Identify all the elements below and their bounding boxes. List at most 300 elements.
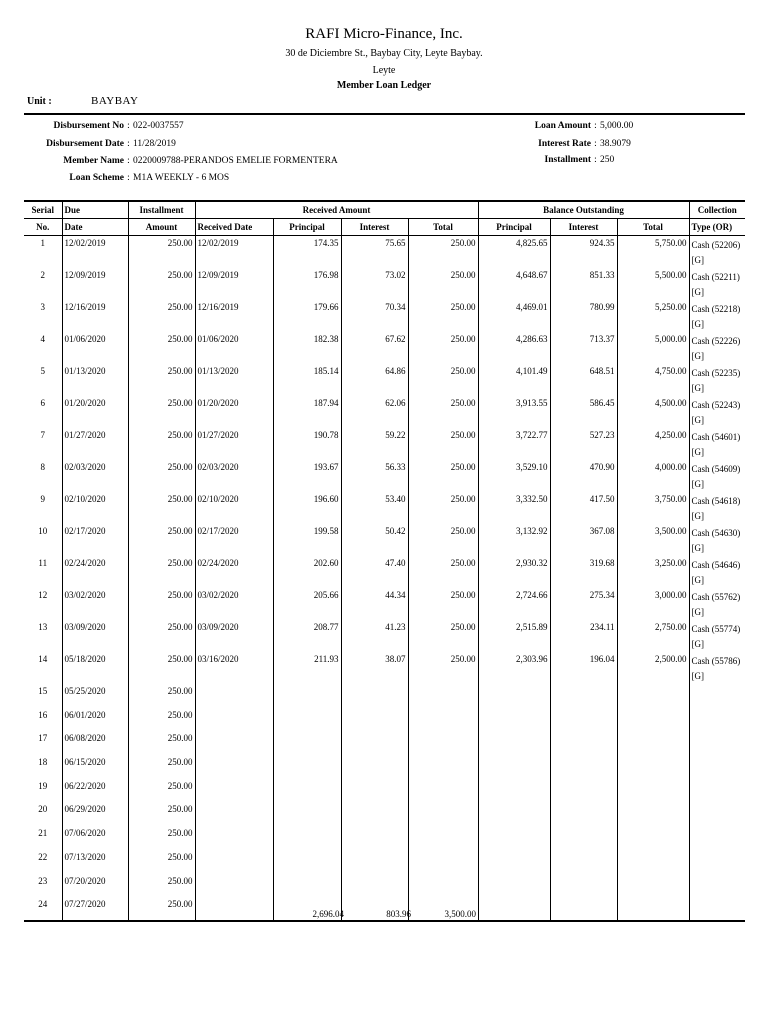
received-interest xyxy=(341,684,408,708)
serial-no: 20 xyxy=(38,804,48,815)
collection-type: Cash (52218)[G] xyxy=(689,300,745,332)
installment-amount: 250.00 xyxy=(128,524,195,556)
received-principal: 174.35 xyxy=(273,236,341,269)
balance-principal: 4,469.01 xyxy=(478,300,550,332)
balance-total xyxy=(617,850,689,874)
received-interest xyxy=(341,802,408,826)
received-principal: 199.58 xyxy=(273,524,341,556)
interest-rate-row: Interest Rate : 38.9079 xyxy=(501,139,631,149)
col-collection-header: Collection xyxy=(689,201,745,219)
received-date xyxy=(195,850,273,874)
serial-no: 17 xyxy=(38,733,48,744)
balance-total: 3,250.00 xyxy=(617,556,689,588)
collection-type xyxy=(689,708,745,732)
received-principal xyxy=(273,755,341,779)
received-date: 01/06/2020 xyxy=(195,332,273,364)
loan-scheme-row: Loan Scheme : M1A WEEKLY - 6 MOS xyxy=(4,173,229,183)
collection-type xyxy=(689,755,745,779)
table-row xyxy=(24,268,745,300)
balance-total xyxy=(617,826,689,850)
collection-type: Cash (52211)[G] xyxy=(689,268,745,300)
table-row xyxy=(24,588,745,620)
serial-no: 12 xyxy=(38,590,48,600)
received-date xyxy=(195,755,273,779)
balance-interest xyxy=(550,826,617,850)
received-interest xyxy=(341,874,408,898)
collection-type xyxy=(689,731,745,755)
received-date xyxy=(195,897,273,921)
collection-type: Cash (54630)[G] xyxy=(689,524,745,556)
installment-amount: 250.00 xyxy=(128,620,195,652)
received-total: 250.00 xyxy=(408,492,478,524)
serial-no: 11 xyxy=(38,558,48,568)
due-date: 07/06/2020 xyxy=(62,826,128,850)
col-due-subheader: Date xyxy=(62,219,128,236)
balance-principal xyxy=(478,826,550,850)
received-total: 250.00 xyxy=(408,428,478,460)
received-total: 250.00 xyxy=(408,620,478,652)
balance-total: 5,500.00 xyxy=(617,268,689,300)
table-row xyxy=(24,524,745,556)
table-row xyxy=(24,826,745,850)
col-received-total-header: Total xyxy=(408,219,478,236)
document-title: Member Loan Ledger xyxy=(336,80,432,91)
table-row xyxy=(24,684,745,708)
received-date: 02/24/2020 xyxy=(195,556,273,588)
balance-total: 4,750.00 xyxy=(617,364,689,396)
due-date: 07/20/2020 xyxy=(62,874,128,898)
installment-amount: 250.00 xyxy=(128,332,195,364)
received-total: 250.00 xyxy=(408,524,478,556)
table-row xyxy=(24,652,745,684)
balance-outstanding-group-header: Balance Outstanding xyxy=(478,201,689,219)
table-row xyxy=(24,620,745,652)
received-date: 12/09/2019 xyxy=(195,268,273,300)
collection-type xyxy=(689,684,745,708)
due-date: 06/29/2020 xyxy=(62,802,128,826)
installment-label: Installment xyxy=(544,155,591,165)
received-date: 02/10/2020 xyxy=(195,492,273,524)
disbursement-date-label: Disbursement Date xyxy=(46,139,124,149)
table-row xyxy=(24,755,745,779)
serial-no: 3 xyxy=(40,302,45,312)
serial-no: 24 xyxy=(24,897,62,921)
due-date: 07/13/2020 xyxy=(62,850,128,874)
collection-type xyxy=(689,874,745,898)
balance-principal: 3,529.10 xyxy=(478,460,550,492)
balance-interest: 586.45 xyxy=(550,396,617,428)
serial-no: 7 xyxy=(40,430,45,440)
balance-interest: 648.51 xyxy=(550,364,617,396)
balance-principal: 3,913.55 xyxy=(478,396,550,428)
collection-type: Cash (54609)[G] xyxy=(689,460,745,492)
col-received-date-header: Received Date xyxy=(195,219,273,236)
balance-total: 5,750.00 xyxy=(617,236,689,269)
balance-interest xyxy=(550,850,617,874)
received-total: 250.00 xyxy=(408,332,478,364)
received-total: 250.00 xyxy=(408,300,478,332)
due-date: 01/27/2020 xyxy=(62,428,128,460)
serial-no: 23 xyxy=(38,875,48,886)
received-date xyxy=(195,826,273,850)
balance-total xyxy=(617,755,689,779)
installment-amount: 250.00 xyxy=(128,588,195,620)
balance-principal xyxy=(478,755,550,779)
due-date: 06/08/2020 xyxy=(62,731,128,755)
due-date: 01/20/2020 xyxy=(62,396,128,428)
installment-amount: 250.00 xyxy=(128,364,195,396)
received-total xyxy=(408,850,478,874)
col-collection-subheader: Type (OR) xyxy=(689,219,745,236)
received-date xyxy=(195,874,273,898)
member-name-value: 0220009788-PERANDOS EMELIE FORMENTERA xyxy=(133,156,338,166)
balance-total: 4,000.00 xyxy=(617,460,689,492)
received-total xyxy=(408,755,478,779)
balance-interest xyxy=(550,802,617,826)
received-interest: 41.23 xyxy=(341,620,408,652)
collection-type xyxy=(689,802,745,826)
received-total xyxy=(408,708,478,732)
due-date: 12/16/2019 xyxy=(62,300,128,332)
received-date xyxy=(195,779,273,803)
installment-amount: 250.00 xyxy=(128,850,195,874)
balance-principal xyxy=(478,708,550,732)
installment-amount: 250.00 xyxy=(128,897,195,921)
due-date: 06/01/2020 xyxy=(62,708,128,732)
received-interest xyxy=(341,708,408,732)
balance-interest: 196.04 xyxy=(550,652,617,684)
due-date: 01/13/2020 xyxy=(62,364,128,396)
received-total xyxy=(408,874,478,898)
collection-type: Cash (52243)[G] xyxy=(689,396,745,428)
company-province: Leyte xyxy=(372,65,396,76)
received-total: 250.00 xyxy=(408,556,478,588)
serial-no: 10 xyxy=(38,526,48,536)
received-date xyxy=(195,802,273,826)
serial-no: 18 xyxy=(38,757,48,768)
member-name-row: Member Name : 0220009788-PERANDOS EMELIE FORMENTERA xyxy=(4,156,338,166)
received-date: 03/09/2020 xyxy=(195,620,273,652)
received-total: 250.00 xyxy=(408,396,478,428)
total-interest: 803.96 xyxy=(386,909,411,919)
balance-principal xyxy=(478,850,550,874)
received-principal xyxy=(273,779,341,803)
serial-no: 16 xyxy=(38,709,48,720)
installment-value: 250 xyxy=(600,155,615,165)
received-date: 01/20/2020 xyxy=(195,396,273,428)
installment-amount: 250.00 xyxy=(128,396,195,428)
due-date: 03/02/2020 xyxy=(62,588,128,620)
balance-principal: 3,332.50 xyxy=(478,492,550,524)
balance-interest xyxy=(550,874,617,898)
table-row xyxy=(24,460,745,492)
received-principal xyxy=(273,708,341,732)
disbursement-date-value: 11/28/2019 xyxy=(133,139,176,149)
disbursement-no-value: 022-0037557 xyxy=(133,121,184,131)
received-principal xyxy=(273,802,341,826)
loan-amount-label: Loan Amount xyxy=(534,121,591,131)
received-interest xyxy=(341,779,408,803)
installment-amount: 250.00 xyxy=(128,652,195,684)
balance-total: 5,000.00 xyxy=(617,332,689,364)
balance-total: 3,000.00 xyxy=(617,588,689,620)
received-total: 250.00 xyxy=(408,588,478,620)
received-principal: 208.77 xyxy=(273,620,341,652)
due-date: 12/02/2019 xyxy=(62,236,128,269)
installment-row: Installment : 250 xyxy=(501,155,614,165)
collection-type xyxy=(689,850,745,874)
table-row xyxy=(24,236,745,269)
installment-amount: 250.00 xyxy=(128,460,195,492)
loan-amount-row: Loan Amount : 5,000.00 xyxy=(501,121,633,131)
balance-principal xyxy=(478,802,550,826)
header-divider xyxy=(24,113,745,115)
balance-interest: 851.33 xyxy=(550,268,617,300)
balance-interest xyxy=(550,779,617,803)
balance-interest xyxy=(550,731,617,755)
installment-amount: 250.00 xyxy=(128,874,195,898)
received-date xyxy=(195,731,273,755)
loan-scheme-label: Loan Scheme xyxy=(69,173,124,183)
installment-amount: 250.00 xyxy=(128,492,195,524)
received-total: 250.00 xyxy=(408,236,478,269)
table-row xyxy=(24,802,745,826)
received-interest: 75.65 xyxy=(341,236,408,269)
received-total xyxy=(408,731,478,755)
serial-no: 22 xyxy=(38,851,48,862)
serial-no: 5 xyxy=(40,366,45,376)
due-date: 02/10/2020 xyxy=(62,492,128,524)
received-total xyxy=(408,779,478,803)
balance-total xyxy=(617,708,689,732)
serial-no: 2 xyxy=(40,270,45,280)
due-date: 07/27/2020 xyxy=(62,897,128,921)
serial-no: 13 xyxy=(38,622,48,632)
due-date: 02/03/2020 xyxy=(62,460,128,492)
balance-total: 2,750.00 xyxy=(617,620,689,652)
table-row xyxy=(24,779,745,803)
received-principal xyxy=(273,684,341,708)
received-interest: 50.42 xyxy=(341,524,408,556)
due-date: 03/09/2020 xyxy=(62,620,128,652)
collection-type xyxy=(689,826,745,850)
received-total: 250.00 xyxy=(408,460,478,492)
col-serial-subheader: No. xyxy=(24,219,62,236)
received-total xyxy=(408,684,478,708)
received-total xyxy=(408,826,478,850)
table-row xyxy=(24,300,745,332)
table-row xyxy=(24,364,745,396)
balance-interest: 234.11 xyxy=(550,620,617,652)
balance-principal: 2,930.32 xyxy=(478,556,550,588)
balance-principal: 4,286.63 xyxy=(478,332,550,364)
balance-interest xyxy=(550,708,617,732)
unit-label: Unit : xyxy=(27,96,52,107)
interest-rate-label: Interest Rate xyxy=(538,139,591,149)
installment-amount: 250.00 xyxy=(128,428,195,460)
due-date: 02/17/2020 xyxy=(62,524,128,556)
disbursement-no-label: Disbursement No xyxy=(53,121,124,131)
balance-principal: 4,648.67 xyxy=(478,268,550,300)
installment-amount: 250.00 xyxy=(128,731,195,755)
balance-total: 3,500.00 xyxy=(617,524,689,556)
company-address: 30 de Diciembre St., Baybay City, Leyte Baybay. xyxy=(285,48,483,59)
table-row xyxy=(24,731,745,755)
table-row xyxy=(24,850,745,874)
collection-type: Cash (54618)[G] xyxy=(689,492,745,524)
received-total: 250.00 xyxy=(408,268,478,300)
received-interest: 53.40 xyxy=(341,492,408,524)
balance-principal xyxy=(478,897,550,921)
loan-amount-value: 5,000.00 xyxy=(600,121,634,131)
serial-no: 19 xyxy=(38,780,48,791)
received-interest: 38.07 xyxy=(341,652,408,684)
balance-interest: 367.08 xyxy=(550,524,617,556)
balance-principal xyxy=(478,684,550,708)
installment-amount: 250.00 xyxy=(128,556,195,588)
received-interest xyxy=(341,850,408,874)
received-interest: 56.33 xyxy=(341,460,408,492)
balance-interest: 417.50 xyxy=(550,492,617,524)
collection-type: Cash (55762)[G] xyxy=(689,588,745,620)
received-principal: 176.98 xyxy=(273,268,341,300)
installment-amount: 250.00 xyxy=(128,268,195,300)
installment-amount: 250.00 xyxy=(128,708,195,732)
collection-type: Cash (52226)[G] xyxy=(689,332,745,364)
unit-value: BAYBAY xyxy=(91,95,139,107)
balance-principal: 2,515.89 xyxy=(478,620,550,652)
col-serial-header: Serial xyxy=(24,201,62,219)
ledger-table xyxy=(24,200,745,922)
due-date: 05/25/2020 xyxy=(62,684,128,708)
collection-type xyxy=(689,779,745,803)
collection-type: Cash (54601)[G] xyxy=(689,428,745,460)
received-date xyxy=(195,708,273,732)
balance-interest xyxy=(550,755,617,779)
balance-total: 5,250.00 xyxy=(617,300,689,332)
balance-interest: 319.68 xyxy=(550,556,617,588)
collection-type: Cash (54646)[G] xyxy=(689,556,745,588)
received-interest: 62.06 xyxy=(341,396,408,428)
balance-interest: 713.37 xyxy=(550,332,617,364)
balance-interest: 780.99 xyxy=(550,300,617,332)
due-date: 05/18/2020 xyxy=(62,652,128,684)
balance-total xyxy=(617,779,689,803)
received-date: 01/13/2020 xyxy=(195,364,273,396)
col-balance-interest-header: Interest xyxy=(550,219,617,236)
balance-principal: 2,724.66 xyxy=(478,588,550,620)
serial-no: 6 xyxy=(40,398,45,408)
serial-no: 1 xyxy=(40,238,45,248)
received-interest: 67.62 xyxy=(341,332,408,364)
serial-no: 15 xyxy=(38,686,48,696)
company-name: RAFI Micro-Finance, Inc. xyxy=(305,26,463,42)
balance-interest xyxy=(550,897,617,921)
balance-interest: 470.90 xyxy=(550,460,617,492)
received-total: 250.00 xyxy=(408,652,478,684)
received-principal: 190.78 xyxy=(273,428,341,460)
balance-total xyxy=(617,684,689,708)
ledger-body xyxy=(24,236,745,921)
received-principal: 185.14 xyxy=(273,364,341,396)
received-total: 250.00 xyxy=(408,364,478,396)
balance-total xyxy=(617,802,689,826)
due-date: 01/06/2020 xyxy=(62,332,128,364)
installment-amount: 250.00 xyxy=(128,802,195,826)
table-row xyxy=(24,492,745,524)
balance-interest xyxy=(550,684,617,708)
received-principal: 205.66 xyxy=(273,588,341,620)
due-date: 12/09/2019 xyxy=(62,268,128,300)
received-interest: 70.34 xyxy=(341,300,408,332)
collection-type: Cash (52235)[G] xyxy=(689,364,745,396)
col-received-interest-header: Interest xyxy=(341,219,408,236)
received-principal: 182.38 xyxy=(273,332,341,364)
total-amount: 3,500.00 xyxy=(444,909,476,919)
balance-principal xyxy=(478,779,550,803)
balance-principal xyxy=(478,731,550,755)
received-principal: 202.60 xyxy=(273,556,341,588)
received-total xyxy=(408,802,478,826)
balance-total xyxy=(617,874,689,898)
received-date: 03/02/2020 xyxy=(195,588,273,620)
installment-amount: 250.00 xyxy=(128,826,195,850)
installment-amount: 250.00 xyxy=(128,755,195,779)
member-name-label: Member Name xyxy=(63,156,124,166)
received-interest xyxy=(341,826,408,850)
received-date: 03/16/2020 xyxy=(195,652,273,684)
balance-principal: 4,101.49 xyxy=(478,364,550,396)
received-interest: 44.34 xyxy=(341,588,408,620)
total-principal: 2,696.04 xyxy=(312,909,344,919)
received-date: 02/17/2020 xyxy=(195,524,273,556)
table-row xyxy=(24,396,745,428)
received-principal xyxy=(273,731,341,755)
received-date: 02/03/2020 xyxy=(195,460,273,492)
balance-total: 3,750.00 xyxy=(617,492,689,524)
col-installment-subheader: Amount xyxy=(128,219,195,236)
collection-type: Cash (55774)[G] xyxy=(689,620,745,652)
balance-interest: 924.35 xyxy=(550,236,617,269)
installment-amount: 250.00 xyxy=(128,684,195,708)
col-balance-total-header: Total xyxy=(617,219,689,236)
balance-principal xyxy=(478,874,550,898)
due-date: 02/24/2020 xyxy=(62,556,128,588)
received-date xyxy=(195,684,273,708)
collection-type xyxy=(689,897,745,921)
balance-interest: 275.34 xyxy=(550,588,617,620)
installment-amount: 250.00 xyxy=(128,236,195,269)
balance-principal: 3,722.77 xyxy=(478,428,550,460)
disbursement-no-row: Disbursement No : 022-0037557 xyxy=(4,121,184,131)
balance-total xyxy=(617,897,689,921)
col-balance-principal-header: Principal xyxy=(478,219,550,236)
installment-amount: 250.00 xyxy=(128,779,195,803)
received-principal xyxy=(273,850,341,874)
balance-total: 4,250.00 xyxy=(617,428,689,460)
serial-no: 8 xyxy=(40,462,45,472)
table-row xyxy=(24,428,745,460)
collection-type: Cash (52206)[G] xyxy=(689,236,745,269)
table-row xyxy=(24,332,745,364)
loan-scheme-value: M1A WEEKLY - 6 MOS xyxy=(133,173,230,183)
table-row xyxy=(24,708,745,732)
received-interest: 59.22 xyxy=(341,428,408,460)
received-interest: 73.02 xyxy=(341,268,408,300)
received-interest: 64.86 xyxy=(341,364,408,396)
serial-no: 9 xyxy=(40,494,45,504)
interest-rate-value: 38.9079 xyxy=(600,139,631,149)
